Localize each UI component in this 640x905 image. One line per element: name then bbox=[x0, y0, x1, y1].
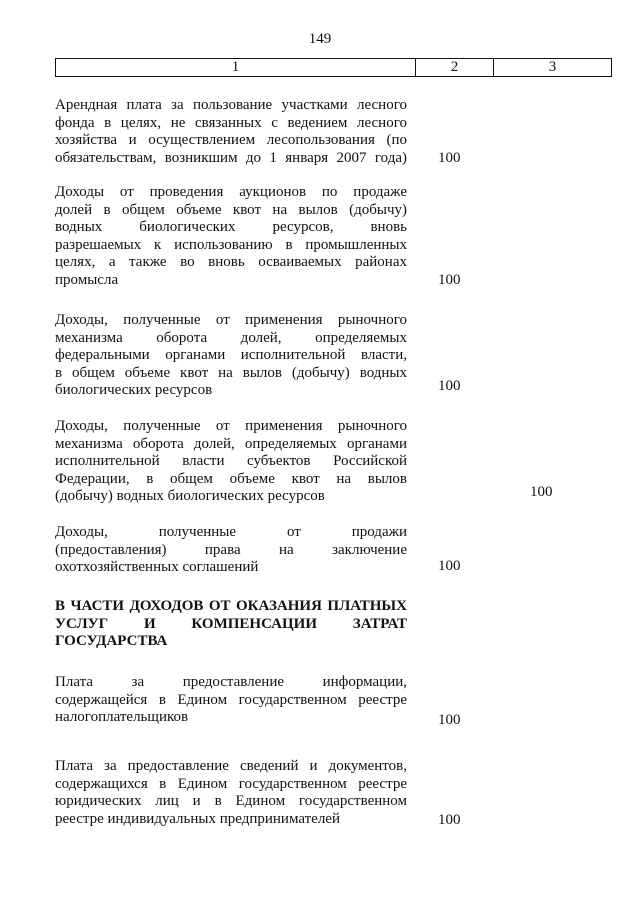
description-line: Арендная плата за пользование участками лесного bbox=[55, 97, 407, 113]
description-line: механизма оборота долей, определяемых bbox=[55, 329, 407, 346]
row-value-col2: 100 bbox=[438, 712, 461, 728]
description-line: в общем объеме квот на вылов (добычу) водных bbox=[55, 364, 407, 381]
description-line: целях, а также во вновь осваиваемых районах bbox=[55, 254, 407, 270]
page-number: 149 bbox=[308, 31, 332, 47]
description-line: Доходы от проведения аукционов по продаже bbox=[55, 184, 407, 200]
table-row bbox=[55, 312, 615, 400]
column-header-2: 2 bbox=[416, 59, 494, 77]
description-line: обязательствам, возникшим до 1 января 2007 года) bbox=[55, 149, 407, 166]
row-description bbox=[55, 758, 407, 828]
table-row bbox=[55, 674, 615, 727]
column-header-table bbox=[55, 58, 612, 77]
column-header-3: 3 bbox=[494, 59, 612, 77]
description-line: Доходы, полученные от продажи bbox=[55, 524, 407, 540]
row-description bbox=[55, 312, 407, 400]
description-line: хозяйства и осуществлением лесопользования (по bbox=[55, 132, 407, 148]
row-value-col3: 100 bbox=[530, 484, 553, 500]
description-line: долей в общем объеме квот на вылов (добычу) bbox=[55, 201, 407, 218]
table-row bbox=[55, 524, 615, 577]
description-line: налогоплательщиков bbox=[55, 709, 189, 725]
description-line: содержащейся в Едином государственном реестре bbox=[55, 691, 407, 708]
row-value-col2: 100 bbox=[438, 558, 461, 574]
description-line: (добычу) водных биологических ресурсов bbox=[55, 488, 325, 504]
row-description bbox=[55, 418, 407, 506]
table-row bbox=[55, 97, 615, 167]
description-line: реестре индивидуальных предпринимателей bbox=[55, 810, 340, 827]
row-value-col2: 100 bbox=[438, 812, 461, 828]
description-line: охотхозяйственных соглашений bbox=[55, 559, 259, 575]
description-line: юридических лиц и в Едином государственном bbox=[55, 793, 407, 809]
description-line: Плата за предоставление сведений и документов, bbox=[55, 758, 407, 774]
description-line: Доходы, полученные от применения рыночного bbox=[55, 418, 407, 434]
description-line: исполнительной власти субъектов Российской bbox=[55, 453, 407, 469]
description-line: (предоставления) права на заключение bbox=[55, 541, 407, 558]
row-description bbox=[55, 97, 407, 167]
description-line: федеральными органами исполнительной власти, bbox=[55, 347, 407, 363]
row-value-col2: 100 bbox=[438, 271, 461, 288]
description-line: Доходы, полученные от применения рыночного bbox=[55, 312, 407, 328]
row-description bbox=[55, 674, 407, 727]
section-heading bbox=[55, 598, 615, 651]
heading-line: ГОСУДАРСТВА bbox=[55, 633, 168, 649]
section-heading-text bbox=[55, 598, 407, 651]
row-description bbox=[55, 524, 407, 577]
description-line: Плата за предоставление информации, bbox=[55, 674, 407, 690]
description-line: промысла bbox=[55, 271, 119, 288]
description-line: механизма оборота долей, определяемых органами bbox=[55, 435, 407, 452]
description-line: водных биологических ресурсов, вновь bbox=[55, 219, 407, 235]
heading-line: УСЛУГ И КОМПЕНСАЦИИ ЗАТРАТ bbox=[55, 615, 407, 632]
description-line: фонда в целях, не связанных с ведением лесного bbox=[55, 114, 407, 131]
description-line: разрешаемых к использованию в промышленных bbox=[55, 236, 407, 253]
row-value-col2: 100 bbox=[438, 378, 461, 394]
description-line: биологических ресурсов bbox=[55, 382, 213, 398]
table-row bbox=[55, 184, 615, 289]
description-line: содержащихся в Едином государственном реестре bbox=[55, 775, 407, 792]
row-value-col2: 100 bbox=[438, 149, 461, 166]
description-line: Федерации, в общем объеме квот на вылов bbox=[55, 470, 407, 487]
column-header-1: 1 bbox=[56, 59, 416, 77]
table-row bbox=[55, 418, 615, 506]
row-description bbox=[55, 184, 407, 289]
heading-line: В ЧАСТИ ДОХОДОВ ОТ ОКАЗАНИЯ ПЛАТНЫХ bbox=[55, 598, 407, 614]
table-row bbox=[55, 758, 615, 828]
